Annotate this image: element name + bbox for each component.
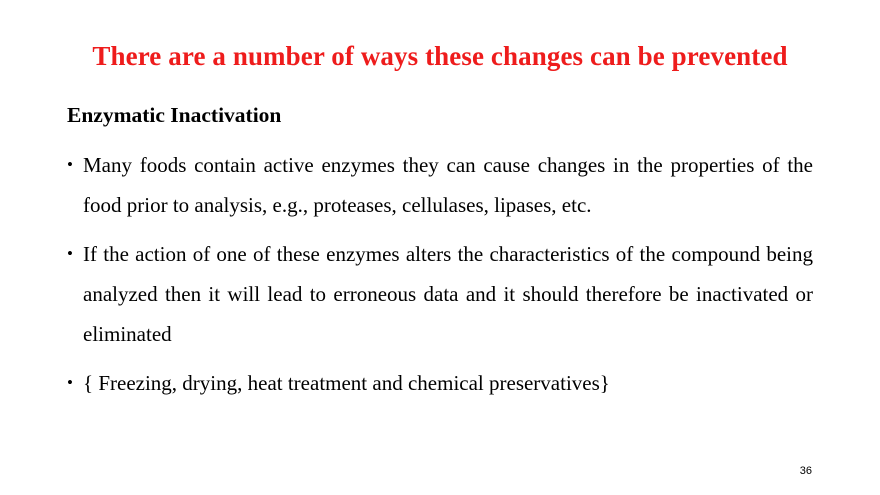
bullet-text: { Freezing, drying, heat treatment and chemical preservatives} <box>83 371 610 395</box>
bullet-icon: • <box>67 155 73 174</box>
page-number: 36 <box>799 465 812 477</box>
bullet-icon: • <box>67 244 73 263</box>
bullet-icon: • <box>67 373 73 392</box>
bullet-item <box>67 363 813 403</box>
bullet-text: Many foods contain active enzymes they can cause changes in the properties of the food prior to analysis, e.g., proteases, cellulases, lipases, etc. <box>83 153 813 217</box>
section-heading: Enzymatic Inactivation <box>67 103 282 127</box>
bullet-text: If the action of one of these enzymes alters the characteristics of the compound being analyzed then it will lead to erroneous data and it should therefore be inactivated or eliminated <box>83 242 813 346</box>
bullet-item <box>67 145 813 225</box>
bullet-list <box>67 145 813 403</box>
bullet-item <box>67 234 813 354</box>
slide-title: There are a number of ways these changes can be prevented <box>92 41 788 71</box>
